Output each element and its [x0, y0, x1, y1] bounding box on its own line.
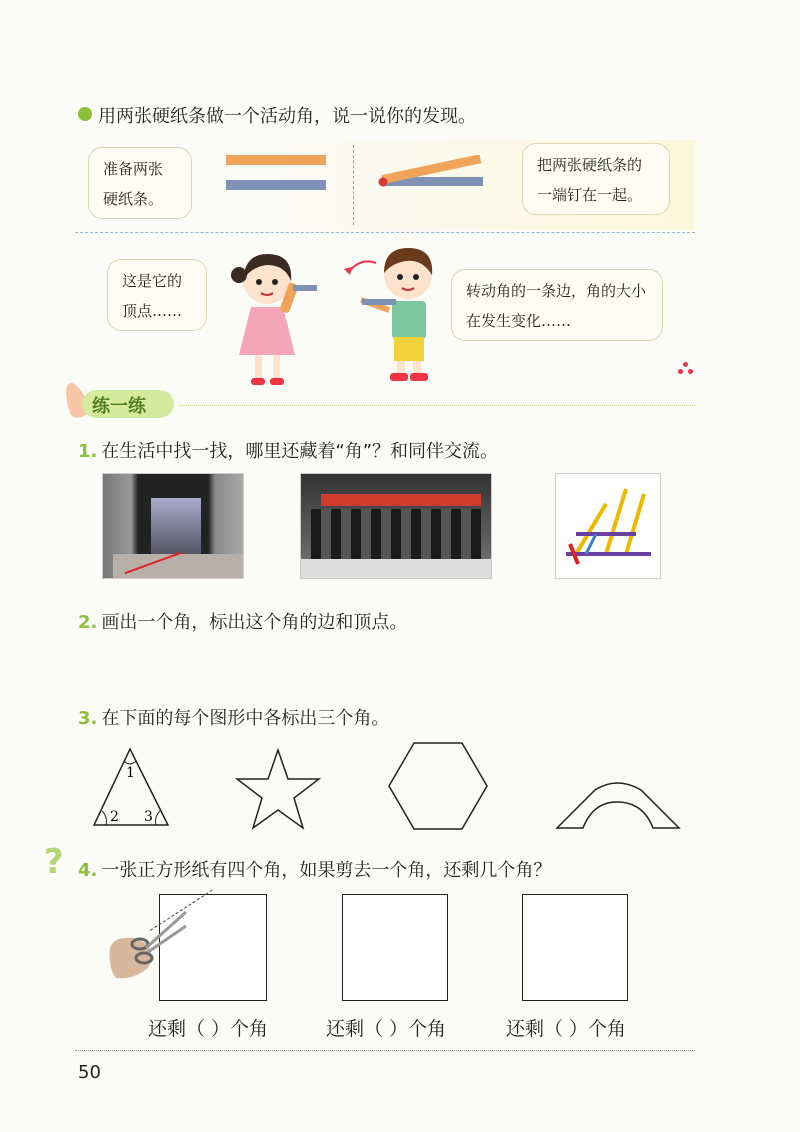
angle-mark-2: 2	[110, 809, 119, 825]
photo-doorway	[102, 473, 244, 579]
thinking-question-icon: ?	[44, 842, 64, 882]
bubble-boy: 转动角的一条边，角的大小在发生变化……	[451, 269, 663, 341]
question-1: 1. 在生活中找一找，哪里还藏着“角”？和同伴交流。	[78, 441, 499, 462]
arch-shape	[555, 778, 681, 830]
hexagon-shape	[387, 741, 489, 831]
footer-line	[75, 1050, 695, 1051]
paper-strip-blue	[226, 180, 326, 190]
intro-heading: 用两张硬纸条做一个活动角，说一说你的发现。	[98, 106, 476, 127]
pinned-strips-figure	[375, 155, 485, 195]
bubble-pin: 把两张硬纸条的一端钉在一起。	[522, 143, 670, 215]
practice-label-line	[180, 405, 695, 406]
bullet-dot-icon	[78, 107, 92, 121]
girl-illustration	[225, 245, 325, 390]
boy-illustration	[340, 235, 450, 385]
answer-1: 还剩（ ）个角	[148, 1018, 269, 1040]
angle-mark-3: 3	[144, 809, 153, 825]
scissors-hand-icon	[104, 908, 194, 988]
star-shape	[235, 748, 321, 830]
section-divider	[75, 232, 695, 233]
answer-3: 还剩（ ）个角	[506, 1018, 627, 1040]
practice-label: 练一练	[92, 396, 146, 417]
triangle-shape	[90, 745, 172, 830]
bubble-girl: 这是它的顶点……	[107, 259, 207, 331]
panel-divider	[353, 145, 354, 225]
paper-strip-orange	[226, 155, 326, 165]
bubble-prepare: 准备两张硬纸条。	[88, 147, 192, 219]
question-3: 3. 在下面的每个图形中各标出三个角。	[78, 708, 390, 729]
question-4: 4. 一张正方形纸有四个角，如果剪去一个角，还剩几个角？	[78, 860, 552, 881]
photo-fitness-equipment	[555, 473, 661, 579]
answer-2: 还剩（ ）个角	[326, 1018, 447, 1040]
angle-mark-1: 1	[126, 765, 135, 781]
question-2: 2. 画出一个角，标出这个角的边和顶点。	[78, 612, 408, 633]
photo-parade	[300, 473, 492, 579]
square-paper-2	[342, 894, 448, 1001]
page-number: 50	[78, 1062, 101, 1083]
dots-decoration	[678, 362, 694, 374]
square-paper-3	[522, 894, 628, 1001]
